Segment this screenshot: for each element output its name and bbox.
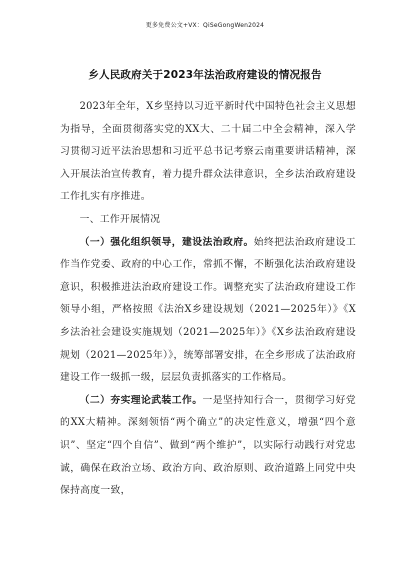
page-title: 乡人民政府关于2023年法治政府建设的情况报告 bbox=[88, 69, 322, 81]
paragraph-theory-body: 一是坚持知行合一，贯彻学习好党的XX大精神。深刻领悟“两个确立”的决定性意义，增强“四个意识”、坚定“四个自信”、做到“两个维护”，以实际行动践行对党忠诚，确保在政治立场、政治方向、政治原则、政治道路上同党中央保持高度一致， bbox=[60, 394, 357, 497]
header-note: 更多免费公文+VX：QiSeGongWen2024 bbox=[145, 22, 265, 29]
paragraph-organization-body: 始终把法治政府建设工作当作党委、政府的中心工作，常抓不懈，不断强化法治政府建设意识，积极推进法治政府建设工作。调整充实了法治政府建设工作领导小组，严格按照《法治X乡建设规划（2021—2025年）》《X乡法治社会建设实施规划（2021—2025年）》《X乡法治政府建设规划（2021—2025年）》，统筹部署安排，在全乡形成了法治政府建设工作一级抓一级，层层负责抓落实的工作格局。 bbox=[60, 236, 356, 384]
document-body bbox=[60, 96, 356, 503]
section-heading: 一、工作开展情况 bbox=[79, 213, 161, 225]
paragraph-theory bbox=[60, 390, 356, 503]
paragraph-organization bbox=[60, 232, 356, 390]
paragraph-intro: 2023年全年，X乡坚持以习近平新时代中国特色社会主义思想为指导，全面贯彻落实党的XX大、二十届二中全会精神，深入学习贯彻习近平法治思想和习近平总书记考察云南重要讲话精神，深入开展法治宣传教育，着力提升群众法律意识，全乡法治政府建设工作扎实有序推进。 bbox=[60, 101, 356, 203]
paragraph-theory-lead: （二）夯实理论武装工作。 bbox=[79, 394, 203, 406]
paragraph-organization-lead: （一）强化组织领导，建设法治政府。 bbox=[79, 236, 254, 248]
